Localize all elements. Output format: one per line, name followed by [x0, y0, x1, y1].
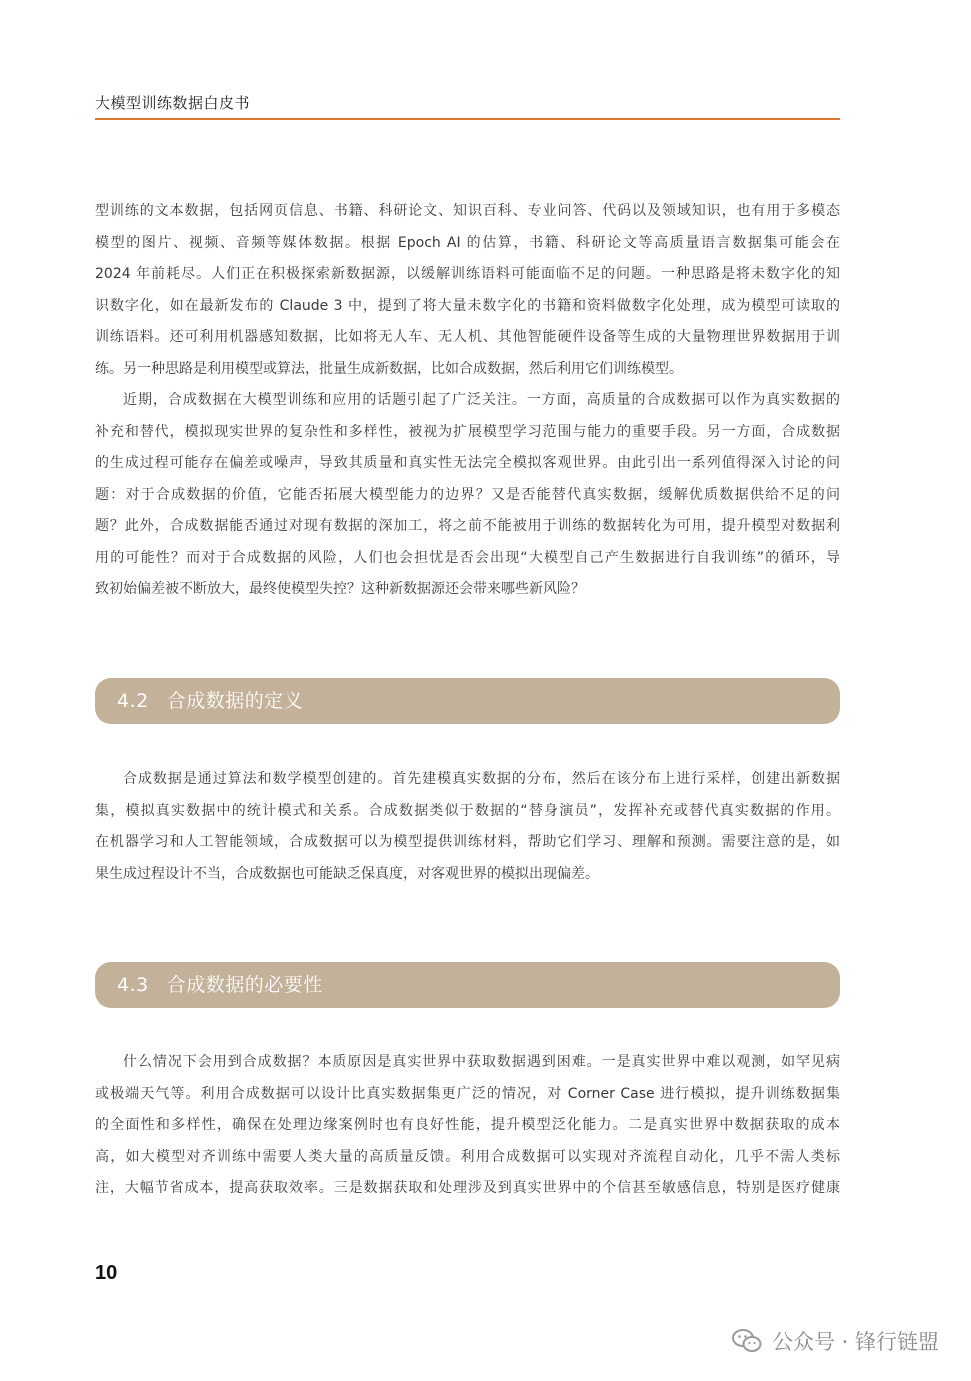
wechat-watermark [732, 1326, 939, 1356]
paragraph-line: 题：对于合成数据的价值，它能否拓展大模型能力的边界？又是否能替代真实数据，缓解优质数据供给不足的问 [95, 486, 840, 503]
paragraph-line: 合成数据是通过算法和数学模型创建的。首先建模真实数据的分布，然后在该分布上进行采样，创建出新数据 [123, 771, 840, 787]
paragraph-line: 训练语料。还可利用机器感知数据，比如将无人车、无人机、其他智能硬件设备等生成的大量物理世界数据用于训 [95, 329, 840, 345]
paragraph-line: 致初始偏差被不断放大，最终使模型失控？这种新数据源还会带来哪些新风险？ [95, 581, 585, 597]
necessity-paragraph [95, 1047, 840, 1205]
paragraph-line: 在机器学习和人工智能领域，合成数据可以为模型提供训练材料，帮助它们学习、理解和预测。需要注意的是，如 [95, 834, 840, 850]
paragraph-line: 型训练的文本数据，包括网页信息、书籍、科研论文、知识百科、专业问答、代码以及领域知识，也有用于多模态 [95, 203, 840, 219]
section-number: 4.3 [117, 974, 149, 996]
definition-paragraph [95, 764, 840, 890]
paragraph-line: 什么情况下会用到合成数据？本质原因是真实世界中获取数据遇到困难。一是真实世界中难以观测，如罕见病 [123, 1054, 840, 1070]
paragraph-line: 题？此外，合成数据能否通过对现有数据的深加工，将之前不能被用于训练的数据转化为可用，提升模型对数据利 [95, 518, 840, 534]
section-heading-4-3 [95, 962, 840, 1008]
header-divider [95, 118, 840, 120]
paragraph-line: 的全面性和多样性，确保在处理边缘案例时也有良好性能，提升模型泛化能力。二是真实世界中数据获取的成本 [95, 1117, 840, 1133]
wechat-icon [732, 1328, 762, 1354]
paragraph-line: 模型的图片、视频、音频等媒体数据。根据 Epoch AI 的估算，书籍、科研论文等高质量语言数据集可能会在 [95, 234, 840, 251]
paragraph-line: 用的可能性？而对于合成数据的风险，人们也会担忧是否会出现“大模型自己产生数据进行自我训练”的循环，导 [95, 549, 840, 566]
section-heading-4-2 [95, 678, 840, 724]
paragraph-line: 近期，合成数据在大模型训练和应用的话题引起了广泛关注。一方面，高质量的合成数据可以作为真实数据的 [123, 392, 840, 408]
paragraph-line: 2024 年前耗尽。人们正在积极探索新数据源，以缓解训练语料可能面临不足的问题。一种思路是将未数字化的知 [95, 266, 840, 282]
watermark-text: 公众号 · 锋行链盟 [771, 1330, 939, 1354]
intro-paragraph [95, 196, 840, 385]
paragraph-line: 果生成过程设计不当，合成数据也可能缺乏保真度，对客观世界的模拟出现偏差。 [95, 865, 599, 882]
paragraph-line: 高，如大模型对齐训练中需要人类大量的高质量反馈。利用合成数据可以实现对齐流程自动化，几乎不需人类标 [95, 1148, 840, 1165]
section-title: 合成数据的定义 [166, 690, 304, 712]
running-header-title: 大模型训练数据白皮书 [95, 94, 251, 112]
paragraph-line: 补充和替代，模拟现实世界的复杂性和多样性，被视为扩展模型学习范围与能力的重要手段。另一方面，合成数据 [95, 423, 840, 440]
page-number: 10 [95, 1262, 118, 1284]
recent-attention-paragraph [95, 385, 840, 606]
section-number: 4.2 [117, 690, 149, 712]
paragraph-line: 集，模拟真实数据中的统计模式和关系。合成数据类似于数据的“替身演员”，发挥补充或替代真实数据的作用。 [95, 802, 840, 819]
paragraph-line: 练。另一种思路是利用模型或算法，批量生成新数据，比如合成数据，然后利用它们训练模型。 [95, 360, 683, 377]
paragraph-line: 或极端天气等。利用合成数据可以设计比真实数据集更广泛的情况，对 Corner Case 进行模拟，提升训练数据集 [95, 1085, 840, 1102]
paragraph-line: 的生成过程可能存在偏差或噪声，导致其质量和真实性无法完全模拟客观世界。由此引出一系列值得深入讨论的问 [95, 455, 840, 471]
paragraph-line: 识数字化，如在最新发布的 Claude 3 中，提到了将大量未数字化的书籍和资料做数字化处理，成为模型可读取的 [95, 297, 840, 314]
section-title: 合成数据的必要性 [166, 974, 323, 996]
paragraph-line: 注，大幅节省成本，提高获取效率。三是数据获取和处理涉及到真实世界中的个信甚至敏感信息，特别是医疗健康 [95, 1180, 840, 1196]
